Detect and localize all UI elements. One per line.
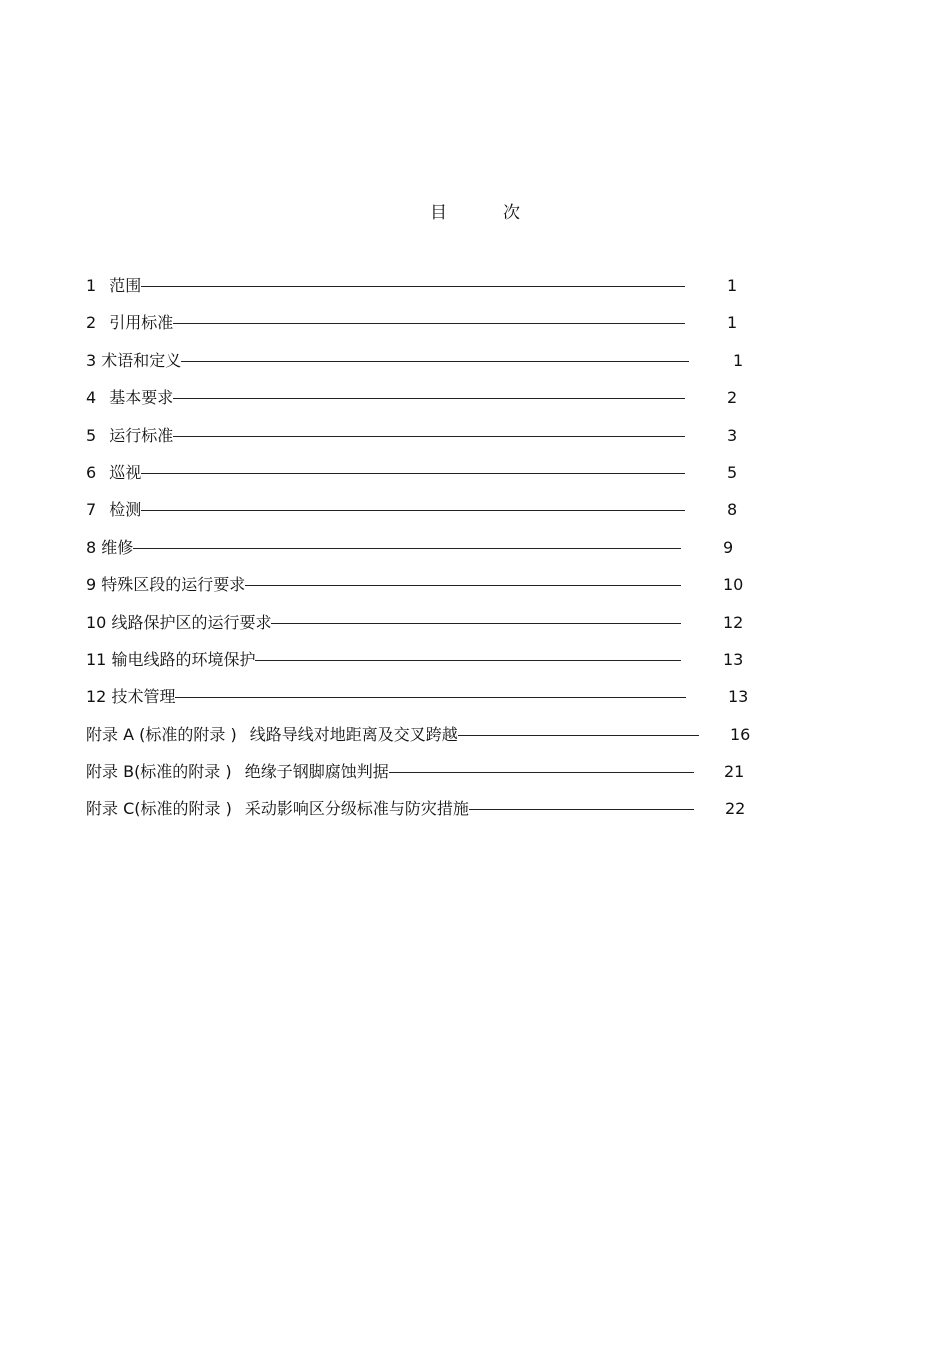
toc-entry-label: 7 检测 [86,497,141,523]
toc-entry-page: 16 [730,724,751,744]
toc-entry-page: 3 [727,425,738,445]
toc-entry[interactable] [86,572,786,609]
toc-entry[interactable] [86,535,786,572]
toc-entry-label: 8 维修 [86,535,133,561]
toc-entry-label: 9 特殊区段的运行要求 [86,572,245,598]
toc-entry-page: 1 [727,313,738,333]
toc-entry-page: 1 [727,276,738,295]
toc-entry-label: 1 范围 [86,273,141,299]
toc-title-part1: 目 [430,203,447,223]
toc-entry-label: 5 运行标准 [86,423,173,449]
toc-entry-label: 11 输电线路的环境保护 [86,647,255,673]
toc-entry-page: 13 [728,687,749,707]
toc-entry-page: 9 [723,537,734,557]
toc-entry[interactable] [86,497,786,534]
toc-leader-line [86,286,685,287]
toc-entry-label: 3 术语和定义 [86,348,181,374]
toc-entry-page: 8 [727,500,738,520]
toc-leader-line [86,697,686,698]
toc-entry[interactable] [86,460,786,497]
toc-entry[interactable] [86,796,786,833]
toc-entry[interactable] [86,647,786,684]
table-of-contents [86,273,786,834]
toc-entry-page: 2 [727,388,738,408]
toc-entry-page: 10 [723,575,744,595]
toc-entry[interactable] [86,684,786,721]
toc-title-part2: 次 [503,203,520,223]
toc-entry[interactable] [86,310,786,347]
toc-entry[interactable] [86,348,786,385]
toc-entry-page: 22 [725,799,746,819]
toc-leader-line [86,510,685,511]
toc-entry-label: 10 线路保护区的运行要求 [86,610,271,636]
toc-entry-label: 12 技术管理 [86,684,175,710]
toc-entry-label: 附录 C(标准的附录 ) 采动影响区分级标准与防灾措施 [86,796,469,822]
toc-title [0,198,950,223]
toc-entry-label: 2 引用标准 [86,310,173,336]
toc-entry-page: 1 [733,350,744,370]
toc-entry[interactable] [86,385,786,422]
toc-entry-page: 5 [727,462,738,482]
toc-entry-page: 13 [723,649,744,669]
toc-leader-line [86,473,685,474]
toc-entry[interactable] [86,759,786,796]
toc-entry-label: 附录 B(标准的附录 ) 绝缘子钢脚腐蚀判据 [86,759,389,785]
toc-entry[interactable] [86,610,786,647]
toc-entry-label: 附录 A (标准的附录 ) 线路导线对地距离及交叉跨越 [86,722,458,748]
toc-entry-page: 12 [723,612,744,632]
toc-entry[interactable] [86,273,786,310]
toc-leader-line [86,398,685,399]
toc-leader-line [86,548,681,549]
toc-entry[interactable] [86,423,786,460]
toc-leader-line [86,436,685,437]
toc-entry-label: 6 巡视 [86,460,141,486]
toc-entry-page: 21 [724,762,745,782]
toc-entry[interactable] [86,722,786,759]
toc-entry-label: 4 基本要求 [86,385,173,411]
toc-leader-line [86,323,685,324]
